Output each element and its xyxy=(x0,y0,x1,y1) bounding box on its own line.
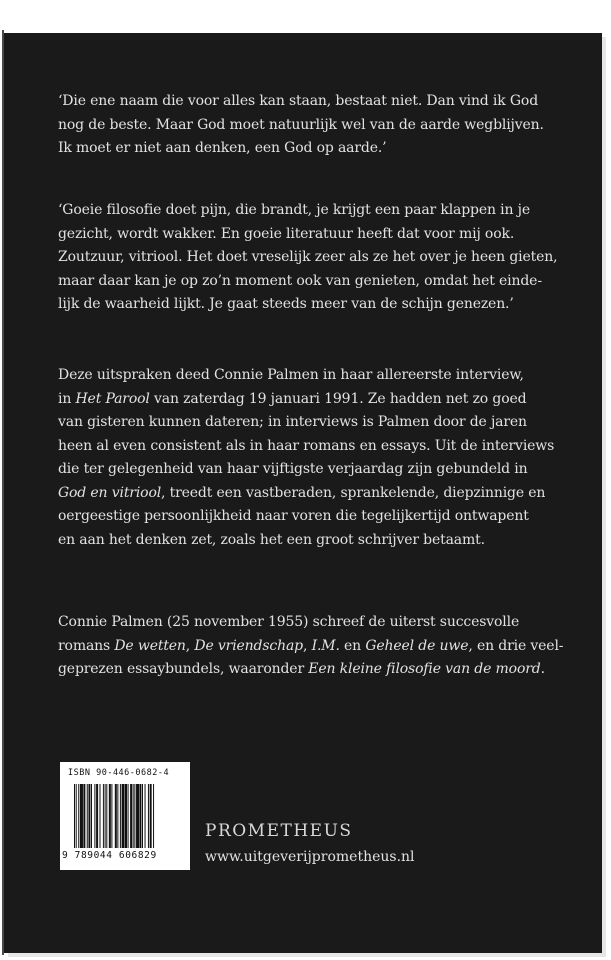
barcode-bar xyxy=(142,784,143,848)
intro-paragraph xyxy=(58,364,555,552)
text-span: geprezen essaybundels, waaronder xyxy=(58,661,309,677)
text-span: in xyxy=(58,390,76,407)
barcode-bar xyxy=(91,784,92,848)
text-span: , xyxy=(185,637,195,654)
quote-filosofie xyxy=(58,199,558,317)
barcode-bar xyxy=(120,784,121,848)
barcode-bar xyxy=(103,784,104,848)
novel-title: Geheel de uwe xyxy=(365,637,469,654)
text-span: , xyxy=(302,637,312,654)
barcode-bar xyxy=(150,784,152,848)
barcode-bar xyxy=(105,784,106,848)
newspaper-title: Het Parool xyxy=(75,390,150,407)
isbn-number: ISBN 90-446-0682-4 xyxy=(68,768,170,778)
barcode-bar xyxy=(100,784,101,848)
publisher-logo: PROMETHEUS xyxy=(205,821,353,841)
text-span: , treedt een vastberaden, sprankelende, diepzinnige en xyxy=(161,484,546,501)
text-line: ‘Die ene naam die voor alles kan staan, bestaat niet. Dan vind ik God xyxy=(58,93,539,109)
barcode-label xyxy=(60,762,190,870)
text-line: nog de beste. Maar God moet natuurlijk wel van de aarde wegblijven. xyxy=(58,116,544,133)
text-span: romans xyxy=(58,637,115,654)
barcode-bar xyxy=(128,784,129,848)
text-line: Zoutzuur, vitriool. Het doet vreselijk zeer als ze het over je heen gieten, xyxy=(58,249,558,265)
barcode-bar xyxy=(117,784,118,848)
text-line: maar daar kan je op zo’n moment ook van genieten, omdat het einde- xyxy=(58,272,542,289)
book-title: God en vitriool xyxy=(58,484,162,501)
essay-title: Een kleine filosofie van de moord xyxy=(308,661,541,677)
text-span: en xyxy=(339,637,366,654)
bio-paragraph xyxy=(58,611,564,682)
text-span: . xyxy=(540,661,545,677)
barcode-bar xyxy=(111,784,112,848)
barcode-bar xyxy=(109,784,111,848)
barcode-bar xyxy=(76,784,77,848)
barcode-bar xyxy=(74,784,75,848)
novel-title: De vriendschap xyxy=(194,637,303,654)
barcode-bar xyxy=(80,784,83,848)
text-line: gezicht, wordt wakker. En goeie literatuur heeft dat voor mij ook. xyxy=(58,225,515,242)
barcode-bar xyxy=(94,784,95,848)
text-line: Deze uitspraken deed Connie Palmen in haar allereerste interview, xyxy=(58,367,524,383)
ean-number: 9 789044 606829 xyxy=(62,850,157,861)
barcode-bar xyxy=(106,784,107,848)
barcode-bar xyxy=(88,784,90,848)
text-line xyxy=(58,658,548,682)
barcode-bar xyxy=(133,784,134,848)
text-line xyxy=(58,635,564,659)
publisher-url[interactable]: www.uitgeverijprometheus.nl xyxy=(205,849,415,865)
text-line: en aan het denken zet, zoals het een groot schrijver betaamt. xyxy=(58,531,485,548)
barcode-bar xyxy=(145,784,146,848)
text-line: oergeestige persoonlijkheid naar voren die tegelijkertijd ontwapent xyxy=(58,508,529,524)
barcode-bar xyxy=(134,784,135,848)
text-line: ‘Goeie filosofie doet pijn, die brandt, je krijgt een paar klappen in je xyxy=(58,202,530,218)
novel-title: I.M. xyxy=(311,637,340,654)
barcode-bar xyxy=(78,784,79,848)
novel-title: De wetten xyxy=(114,637,186,654)
text-span: , en drie veel- xyxy=(468,637,564,654)
text-line: van gisteren kunnen dateren; in interviews is Palmen door de jaren xyxy=(58,414,527,430)
barcode-bar xyxy=(96,784,98,848)
text-line: die ter gelegenheid van haar vijftigste verjaardag zijn gebundeld in xyxy=(58,461,528,477)
barcode-icon xyxy=(74,784,182,848)
text-line: heen al even consistent als in haar romans en essays. Uit de interviews xyxy=(58,437,555,454)
barcode-bar xyxy=(136,784,139,848)
barcode-bar xyxy=(122,784,125,848)
text-line: lijk de waarheid lijkt. Je gaat steeds meer van de schijn genezen.’ xyxy=(58,296,514,312)
text-line: Ik moet er niet aan denken, een God op aarde.’ xyxy=(58,140,387,156)
barcode-bar xyxy=(83,784,85,848)
text-span: van zaterdag 19 januari 1991. Ze hadden net zo goed xyxy=(149,390,527,407)
text-line: Connie Palmen (25 november 1955) schreef de uiterst succesvolle xyxy=(58,614,520,630)
barcode-bar xyxy=(139,784,141,848)
text-line xyxy=(58,388,548,412)
quote-god xyxy=(58,90,548,161)
barcode-bar xyxy=(125,784,127,848)
barcode-bar xyxy=(148,784,149,848)
barcode-bar xyxy=(153,784,154,848)
barcode-bar xyxy=(87,784,88,848)
barcode-bar xyxy=(115,784,117,848)
barcode-bar xyxy=(130,784,132,848)
text-line xyxy=(58,482,548,506)
